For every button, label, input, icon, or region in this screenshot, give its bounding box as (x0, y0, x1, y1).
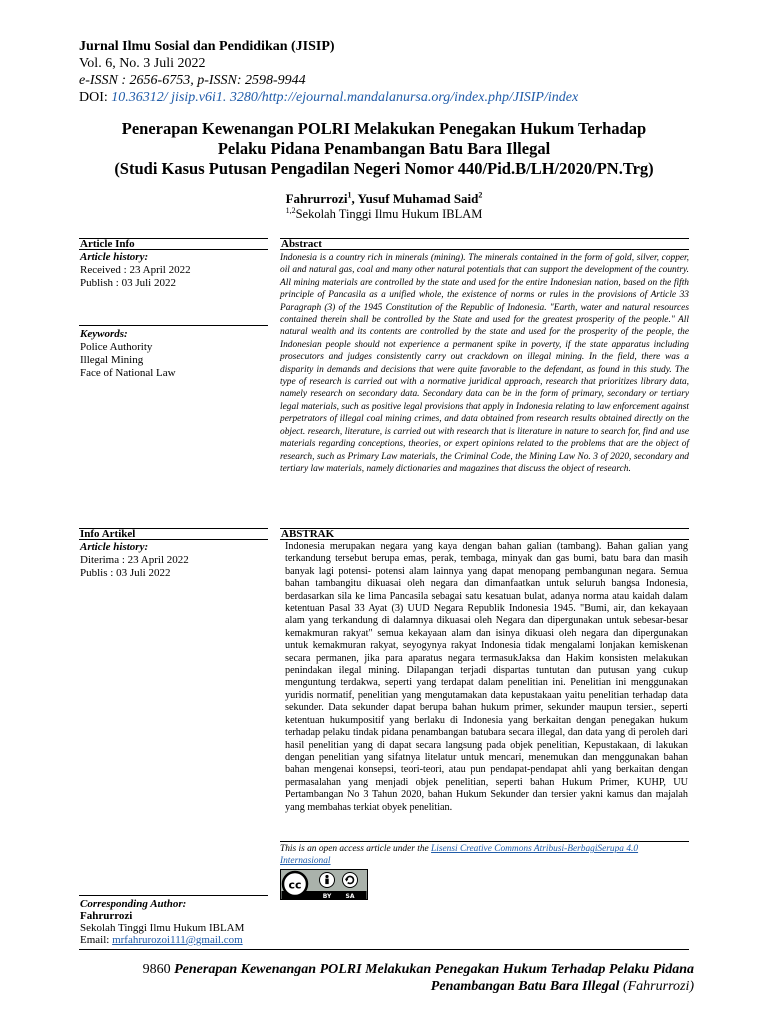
keyword-item: Illegal Mining (80, 354, 144, 366)
author-list (0, 191, 768, 207)
doi-link[interactable]: 10.36312/ jisip.v6i1. 3280/http://ejournal.mandalanursa.org/index.php/JISIP/index (111, 90, 579, 105)
rule-bottom (79, 949, 689, 950)
author-2-sup: 2 (478, 190, 483, 200)
abstract-english-text: Indonesia is a country rich in minerals (mining). The minerals contained in the form of gold, silver, copper, oil and natural gas, coal and many other natural potentials that can support the development of the country. All mining materials are controlled by the state and used for the entire Indonesian nation, based on the fifth principle of Pancasila as a unified whole, the existence of norms or rules in the provisions of Article 33 Paragraph (3) of the 1945 Constitution of the Republic of Indonesia. "Earth, water and natural resources contained therein shall be controlled by the State and used for the greatest prosperity of the people." All natural wealth and its contents are controlled by the state and used for the prosperity of the people, the Indonesian people should not experience a permanent spike in poverty, if the state apparatus including prosecutors and judges consistently carry out crackdown on illegal mining. In the field, there was a disparity in demands and decisions that were quite favorable to the defendant, as found in this study. The type of research is carried out with a normative juridical approach, research that prioritizes library data, namely research on secondary data. Secondary data can be in the form of primary, secondary or tertiary legal materials, such as positive legal provisions that apply in Indonesia relating to law enforcement against perpetrators of illegal coal mining crimes, and data obtained from research results obtained directly on the object. research, literature, is carried out with research that is literature in nature to search for, find and use materials regarding conceptions, theories, or expert opinions related to the problems that are the object of research, such as Primary Law materials, the Criminal Code, the Mining Law No. 3 of 2020, secondary and tertiary law materials, namely dictionaries and magazines that discuss the object of research. (280, 253, 689, 474)
license-link[interactable]: Lisensi Creative Commons Atribusi-BerbagiSerupa 4.0 Internasional (280, 844, 639, 866)
corresponding-author-email-line (80, 934, 244, 946)
keywords-label: Keywords: (80, 328, 128, 340)
rule-above-abstrak (280, 528, 689, 529)
rule-above-license (280, 841, 689, 842)
journal-title: Jurnal Ilmu Sosial dan Pendidikan (JISIP) (79, 39, 335, 54)
svg-text:cc: cc (288, 878, 302, 892)
corresponding-author-label: Corresponding Author: (80, 898, 187, 910)
license-note (280, 843, 689, 867)
author-separator: , (351, 191, 358, 206)
abstrak-indonesian-text: Indonesia merupakan negara yang kaya dengan bahan galian (tambang). Bahan galian yang terkandung tersebut berupa emas, perak, tembaga, minyak dan gas bumi, batu bara dan masih banyak lagi potensi- potensi alam lainnya yang dapat menopang pembangunan negara. Semua bahan tambangitu dikuasai oleh negara dan dimanfaatkan untuk seluruh bangsa Indonesia, berdasarkan sila ke lima Pancasila sebagai satu kesatuan bulat, adanya norma atau kaidah dalam ketentuan Pasal 33 Ayat (3) UUD Negara Republik Indonesia 1945. "Bumi, air, dan kekayaan alam yang terkandung di dalamnya dikuasai oleh Negara dan dipergunakan untuk sebesar-besar kemakmuran rakyat" semua kekayaan alam dan isinya dikuasi oleh negara dan dipergunakan untuk kemakmuran rakyat, seyogynya rakyat Indonesia tidak mengalami lonjakan kemiskenan secara permanen, jika para aparatus negara termasukJaksa dan Hakim konsisten melakukan penindakan ilegal mining. Dilapangan terjadi dispartas tuntutan dan putusan yang cukup menguntung terdakwa, seperti yang terdapat dalam penelitian ini. Penelitian ini menggunakan yuridis normatif, penelitian yang mengutamakan data kepustakaan yaitu penelitian terhadap data sekunder. Data sekunder dapat berupa bahan hukum primer, sekunder maupun tersier., seperti ketentuan hukumpositif yang berlaku di Indonesia yang berkaitan dengan penegakan hukum terhadap pelaku tindak pidana penambangan batubara secara illegal, dan data yang di peroleh dari hasil penelitian yang di dapat secara langsung pada objek penelitian, Kepustakaan, di lakukan dengan penelitian yang sifatnya litelatur untuk mencari, menemukan dan menggunakan bahan bahan mengenai konsepsi, teori-teori, atau pun pendapat-pendapat ahli yang berkaitan dengan permasalahan yang menjadi objek penelitian, seperti bahan Hukum Primer, KUHP, UU Pertambangan No 3 Tahun 2020, bahan Hukum Sekunder dan tersier yakni kamus dan majalah yang membahas terkiat obyek penelitian. (285, 541, 688, 813)
footer-line-2 (74, 978, 694, 995)
corresponding-author-name: Fahrurrozi (80, 910, 133, 922)
author-1-sup: 1 (347, 190, 352, 200)
article-title-line-3: (Studi Kasus Putusan Pengadilan Negeri Nomor 440/Pid.B/LH/2020/PN.Trg) (114, 159, 654, 178)
abstrak-heading: ABSTRAK (281, 528, 335, 540)
page-footer (74, 961, 694, 995)
email-label: Email: (80, 934, 110, 946)
corresponding-author-institution: Sekolah Tinggi Ilmu Hukum IBLAM (80, 922, 245, 934)
footer-title-1: Penerapan Kewenangan POLRI Melakukan Penegakan Hukum Terhadap Pelaku Pidana (174, 962, 694, 977)
rule-above-corresponding (79, 895, 268, 896)
received-date: Received : 23 April 2022 (80, 264, 191, 276)
doi-line (79, 89, 699, 106)
rule-under-abstrak (280, 539, 689, 540)
author-1: Fahrurrozi (285, 191, 348, 206)
author-2: Yusuf Muhamad Said (357, 191, 479, 206)
diterima-date: Diterima : 23 April 2022 (80, 554, 189, 566)
article-info-heading: Article Info (80, 238, 135, 250)
license-text: This is an open access article under the (280, 844, 429, 854)
article-title-line-1: Penerapan Kewenangan POLRI Melakukan Penegakan Hukum Terhadap (121, 119, 647, 138)
badge-by-label: BY (322, 893, 332, 900)
footer-author: (Fahrurrozi) (622, 979, 694, 994)
affiliation (0, 207, 768, 222)
footer-title-2: Penambangan Batu Bara Illegal (430, 979, 620, 994)
email-link[interactable]: mrfahrurozoi111@gmail.com (112, 934, 243, 946)
info-artikel-heading: Info Artikel (80, 528, 136, 540)
affiliation-sup: 1,2 (285, 205, 296, 215)
journal-issn: e-ISSN : 2656-6753, p-ISSN: 2598-9944 (79, 73, 306, 88)
cc-by-sa-badge-icon[interactable] (280, 869, 368, 900)
corresponding-author-block (80, 898, 244, 946)
footer-line-1 (74, 961, 694, 978)
badge-sa-label: SA (345, 893, 355, 900)
journal-volume: Vol. 6, No. 3 Juli 2022 (79, 56, 206, 71)
rule-top-right (280, 238, 689, 239)
journal-header (79, 38, 699, 106)
article-history-label: Article history: (80, 251, 149, 263)
rule-under-abstract (280, 249, 689, 250)
keyword-item: Police Authority (80, 341, 153, 353)
rule-above-keywords (79, 325, 268, 326)
page-number: 9860 (142, 962, 171, 977)
artikel-history-label: Article history: (80, 541, 149, 553)
publis-date: Publis : 03 Juli 2022 (80, 567, 171, 579)
affiliation-name: Sekolah Tinggi Ilmu Hukum IBLAM (295, 207, 483, 221)
abstract-heading: Abstract (281, 238, 322, 250)
keyword-item: Face of National Law (80, 367, 176, 379)
doi-label: DOI: (79, 90, 108, 105)
publish-date: Publish : 03 Juli 2022 (80, 277, 176, 289)
article-title-line-2: Pelaku Pidana Penambangan Batu Bara Illegal (217, 139, 551, 158)
article-title (40, 119, 728, 179)
